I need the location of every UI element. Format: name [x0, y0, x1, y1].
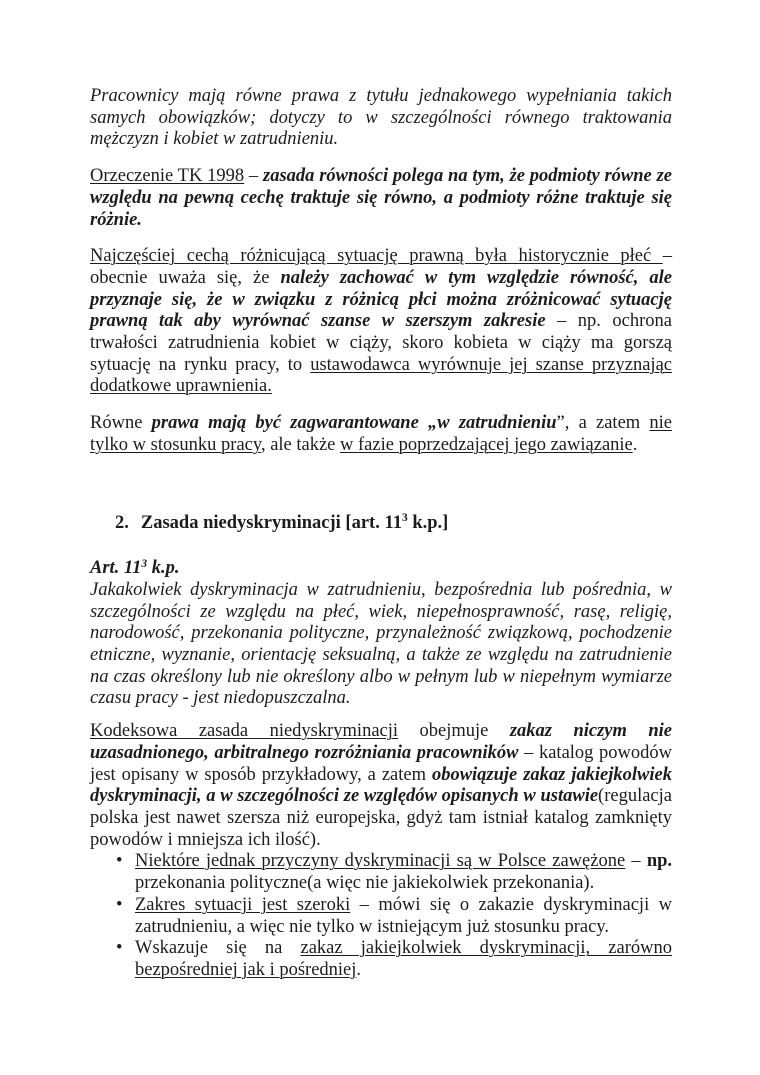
text-run: – [625, 851, 647, 872]
text-run-bold-italic: obowiązuje zakaz jakiejkolwiek dyskryminacji, a w szczególności ze względów opisanych w ustawie [90, 764, 672, 807]
paragraph-equal-rights [90, 86, 672, 151]
text-run: – obecnie uważa się, że [90, 246, 672, 288]
text-run-underlined: w fazie poprzedzającej jego zawiązanie [340, 434, 633, 455]
text-run: ”, a zatem [556, 413, 650, 434]
text-run-underlined: nie tylko w stosunku pracy [90, 413, 672, 455]
text-run-bold: np. [646, 851, 673, 872]
text-run: Pracownicy mają równe prawa z tytułu jednakowego wypełniania takich samych obowiązków; dotyczy to w szczególności równego traktowania mężczyzn i kobiet w zatrudnieniu. [90, 86, 672, 150]
text-run-bold-italic: zasada równości polega na tym, że podmioty równe ze względu na pewną cechę traktuje się równo, a podmioty różne traktuje się różnie. [90, 166, 672, 230]
paragraph-guaranteed-rights [90, 413, 672, 456]
text-run: Art. 11 [90, 558, 142, 579]
text-run: – mówi się o zakazie dyskryminacji w zatrudnieniu, a więc nie tylko w istniejącym już stosunku pracy. [135, 894, 672, 937]
text-run-underlined: Najczęściej cechą różnicującą sytuację prawną była historycznie płeć [90, 246, 663, 267]
text-run: Równe [90, 413, 152, 434]
bullet-item-broad-scope [90, 895, 672, 938]
superscript: 3 [141, 557, 148, 570]
text-run: – [244, 166, 263, 187]
paragraph-gender-differentiation [90, 246, 672, 398]
text-run: . [632, 434, 638, 455]
section-number: 2. [115, 512, 129, 533]
text-run: – np. ochrona trwałości zatrudnienia kobiet w ciąży, skoro kobieta w ciąży ma gorszą sytuację na rynku pracy, to [90, 311, 672, 375]
text-run-underlined: Orzeczenie TK 1998 [90, 166, 245, 187]
text-run: obejmuje [398, 721, 510, 742]
text-run-underlined: Kodeksowa zasada niedyskryminacji [90, 721, 399, 742]
text-run-bold-italic: należy zachować w tym względzie równość, ale przyznaje się, że w związku z różnicą płci można zróżnicować sytuację prawną tak aby wyrównać szanse w szerszym zakresie [90, 267, 672, 332]
text-run-bold-italic: prawa mają być zagwarantowane „w zatrudnieniu [151, 413, 557, 434]
article-label [90, 558, 672, 580]
text-run-bold-italic: zakaz niczym nie uzasadnionego, arbitralnego rozróżniania pracowników [90, 721, 673, 763]
text-run: (regulacja polska jest nawet szersza niż europejska, gdyż tam istniał katalog zamknięty powodów i mniejsza ich ilość). [90, 786, 672, 850]
paragraph-code-principle [90, 721, 672, 851]
superscript: 3 [401, 512, 408, 525]
text-run-underlined: ustawodawca wyrównuje jej szanse przyznając dodatkowe uprawnienia. [90, 354, 672, 397]
text-run: – katalog powodów jest opisany w sposób przykładowy, a zatem [90, 742, 672, 785]
text-run-underlined: zakaz jakiejkolwiek dyskryminacji, zarówno bezpośredniej jak i pośredniej [135, 938, 672, 980]
text-run-underlined: Niektóre jednak przyczyny dyskryminacji są w Polsce zawężone [135, 851, 626, 872]
text-run: . [356, 959, 362, 980]
text-run-underlined: Zakres sytuacji jest szeroki [135, 894, 351, 915]
text-run: k.p. [147, 558, 180, 579]
text-run: Wskazuje się na [135, 938, 301, 959]
section-title-suffix: k.p.] [407, 512, 449, 533]
paragraph-article-text [90, 580, 672, 710]
bullet-list [90, 851, 672, 981]
paragraph-tk-ruling [90, 166, 672, 231]
bullet-item-narrowed-causes [90, 851, 672, 894]
text-run: przekonania polityczne(a więc nie jakiekolwiek przekonania). [135, 873, 595, 894]
section-title: Zasada niedyskryminacji [art. 11 [140, 512, 402, 533]
bullet-item-direct-indirect [90, 938, 672, 981]
text-run: , ale także [260, 434, 341, 455]
section-heading-non-discrimination [90, 513, 672, 535]
text-run: Jakakolwiek dyskryminacja w zatrudnieniu, bezpośrednia lub pośrednia, w szczególności ze względu na płeć, wiek, niepełnosprawność, rasę, religię, narodowość, przekonania polityczne, przynależność związkową, pochodzenie etniczne, wyznanie, orientację seksualną, a także ze względu na zatrudnienie na czas określony lub nie określony albo w pełnym lub w niepełnym wymiarze czasu pracy - jest niedopuszczalna. [90, 579, 672, 709]
